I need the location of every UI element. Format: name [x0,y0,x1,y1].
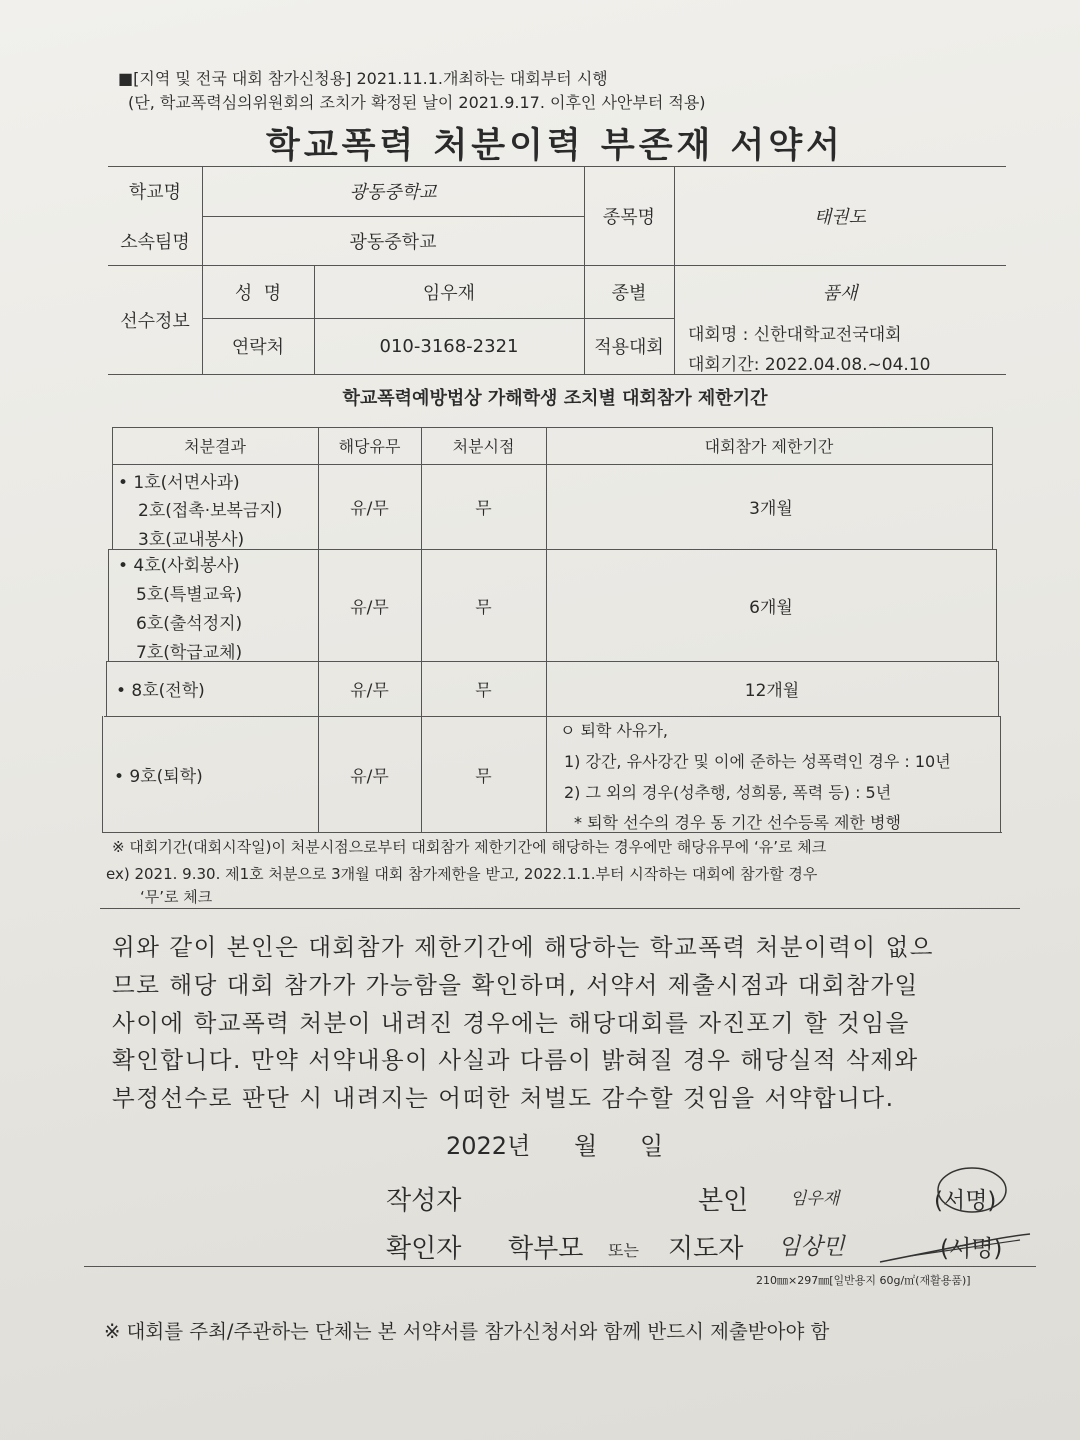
table-row-3-result: • 8호(전학) [116,681,205,701]
header-line-1: ■[지역 및 전국 대회 참가신청용] 2021.11.1.개최하는 대회부터 시행 [118,69,608,88]
table-row-4-timing: 무 [475,766,492,787]
sign-mark-2: (서명) [940,1236,1003,1262]
note-line-3: ‘무’로 체크 [140,888,213,906]
table-row-2-result-line: 7호(학급교체) [136,643,243,663]
pledge-line-5: 부정선수로 판단 시 내려지는 어떠한 처벌도 감수할 것임을 서약합니다. [112,1084,895,1112]
name-value: 임우재 [422,282,476,304]
pledge-line-2: 므로 해당 대회 참가가 가능함을 확인하며, 서약서 제출시점과 대회참가일 [112,971,919,999]
column-header-result: 처분결과 [184,437,246,456]
coach-signature: 임상민 [778,1234,845,1260]
section-subtitle: 학교폭력예방법상 가해학생 조치별 대회참가 제한기간 [342,388,768,409]
header-line-2: (단, 학교폭력심의위원회의 조치가 확정된 날이 2021.9.17. 이후인 사안부터 적용) [128,93,706,112]
column-header-limit-period: 대회참가 제한기간 [704,437,834,456]
paper-spec: 210㎜×297㎜[일반용지 60g/㎡(재활용품)] [756,1274,971,1287]
table-row-4-limit-line: 1) 강간, 유사강간 및 이에 준하는 성폭력인 경우 : 10년 [564,752,951,771]
table-row-1-limit: 3개월 [749,499,793,519]
table-row-2-result-line: 6호(출석정지) [136,614,243,634]
note-line-1: ※ 대회기간(대회시작일)이 처분시점으로부터 대회참가 제한기간에 해당하는 경우에만 해당유무에 ‘유’로 체크 [112,838,827,856]
table-border-right [998,661,999,716]
competition-name: 대회명 : 신한대학교전국대회 [688,325,902,345]
parent-label: 학부모 [508,1234,584,1264]
document-title: 학교폭력 처분이력 부존재 서약서 [266,126,844,166]
table-row-2-result-line: • 4호(사회봉사) [118,556,240,576]
confirmer-label: 확인자 [386,1234,462,1264]
coach-label: 지도자 [668,1234,744,1264]
school-label: 학교명 [128,182,182,203]
footer-note: ※ 대회를 주최/주관하는 단체는 본 서약서를 참가신청서와 함께 반드시 제출받아야 함 [104,1320,830,1343]
category-value: 품새 [822,282,858,304]
table-row-2-result-line: 5호(특별교육) [136,585,243,605]
player-info-label: 선수정보 [120,310,190,332]
table-row-2-timing: 무 [475,597,492,618]
table-row-2-applicable: 유/무 [350,597,389,618]
table-row-1-result-line: 2호(접촉·보복금지) [138,501,283,521]
table-border-right [996,549,997,661]
team-label: 소속팀명 [120,231,190,253]
author-label: 작성자 [386,1186,462,1216]
table-row-3-timing: 무 [475,681,492,701]
table-row-1-applicable: 유/무 [350,499,389,519]
column-header-applicable: 해당유무 [338,437,401,456]
contact-value: 010-3168-2321 [379,335,519,357]
notes-divider [100,908,1020,909]
contact-label: 연락처 [231,337,285,358]
pledge-line-1: 위와 같이 본인은 대회참가 제한기간에 해당하는 학교폭력 처분이력이 없으 [112,933,934,961]
date-month: 월 [574,1132,598,1160]
date-day: 일 [640,1132,664,1160]
pledge-line-3: 사이에 학교폭력 처분이 내려진 경우에는 해당대회를 자진포기 할 것임을 [112,1009,910,1037]
signature-divider [84,1266,1036,1267]
table-row-2-limit: 6개월 [749,597,793,618]
table-border-left [108,549,109,661]
table-row-1-timing: 무 [475,499,492,519]
or-label: 또는 [608,1241,639,1260]
event-label: 종목명 [602,206,656,228]
table-row-4-limit-line: * 퇴학 선수의 경우 동 기간 선수등록 제한 병행 [574,813,901,832]
table-row-1-result-line: • 1호(서면사과) [118,473,240,493]
table-row-3-applicable: 유/무 [350,681,389,701]
table-row-4-result: • 9호(퇴학) [114,766,203,787]
note-line-2: ex) 2021. 9.30. 제1호 처분으로 3개월 대회 참가제한을 받고, 2022.1.1.부터 시작하는 대회에 참가할 경우 [106,865,818,883]
competition-period: 대회기간: 2022.04.08.~04.10 [688,355,931,375]
signature-circle-scribble [926,1160,1036,1220]
signature-scribble [870,1222,1040,1272]
date-year: 2022년 [446,1132,531,1160]
table-row-3-limit: 12개월 [744,681,800,701]
school-value: 광동중학교 [349,182,437,203]
table-row-4-limit-line: 2) 그 외의 경우(성추행, 성희롱, 폭력 등) : 5년 [564,783,892,802]
team-value: 광동중학교 [349,231,437,253]
table-border-right [1000,716,1001,832]
table-row-4-limit-line: ㅇ 퇴학 사유가, [560,721,668,740]
competition-label: 적용대회 [594,337,664,358]
event-value: 태권도 [813,206,867,228]
column-header-timing: 처분시점 [452,437,515,456]
self-label: 본인 [698,1186,749,1216]
table-row-1-result-line: 3호(교내봉사) [138,530,245,550]
pledge-line-4: 확인합니다. 만약 서약내용이 사실과 다름이 밝혀질 경우 해당실적 삭제와 [112,1046,919,1074]
self-signature: 임우재 [790,1189,840,1209]
table-row-4-applicable: 유/무 [350,766,389,787]
category-label: 종별 [611,282,647,304]
name-label: 성 명 [234,282,282,304]
sign-mark: (서명) [934,1188,997,1214]
